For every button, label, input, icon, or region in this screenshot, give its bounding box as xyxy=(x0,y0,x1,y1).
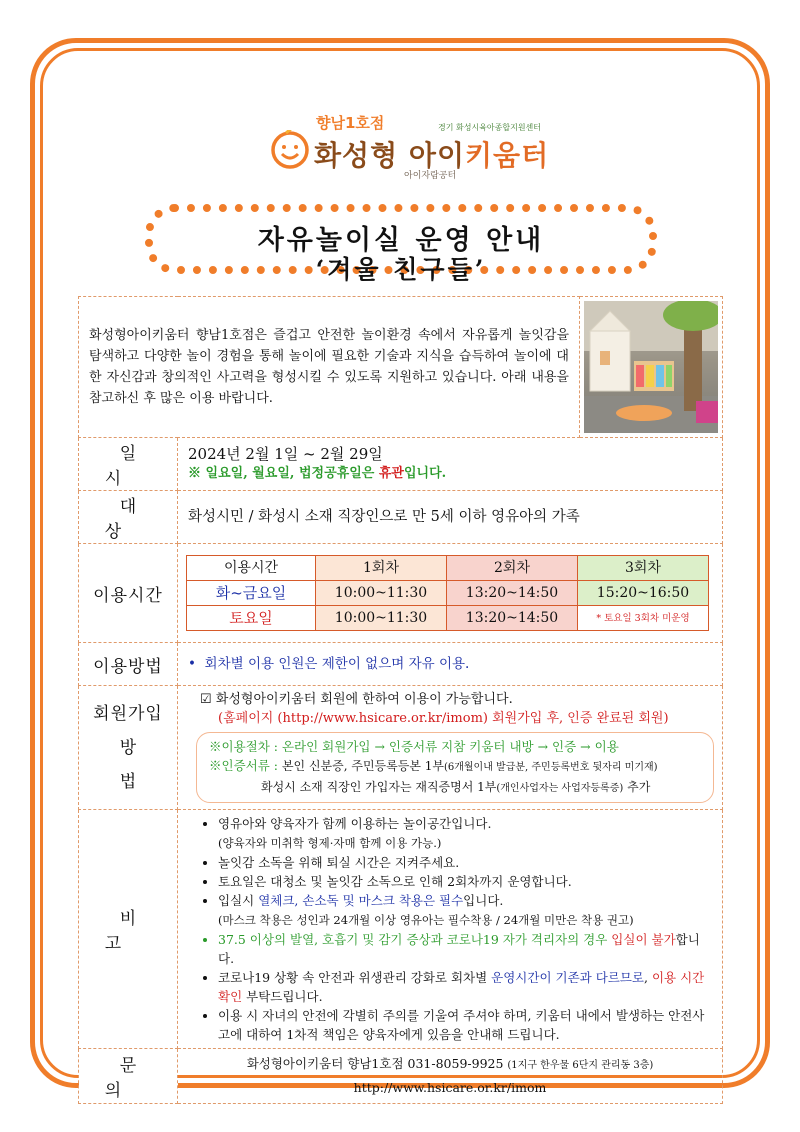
membership-line1: ☑ 화성형아이키움터 회원에 한하여 이용이 가능합니다. xyxy=(200,692,513,707)
date-cell xyxy=(178,438,723,491)
logo-subtitle: 향남1호점 xyxy=(316,114,385,132)
label-date: 일 시 xyxy=(79,438,178,491)
logo-title-b: 키움터 xyxy=(465,139,550,172)
hours-cell xyxy=(178,544,723,643)
contact-url[interactable]: http://www.hsicare.or.kr/imom xyxy=(353,1080,547,1095)
schedule-day: 토요일 xyxy=(187,606,316,631)
schedule-header: 1회차 xyxy=(316,556,447,581)
schedule-header: 3회차 xyxy=(578,556,709,581)
schedule-slot: 13:20~14:50 xyxy=(447,606,578,631)
schedule-row xyxy=(187,606,709,631)
playroom-illustration xyxy=(584,301,718,433)
title-box xyxy=(145,204,657,284)
contact-cell xyxy=(178,1049,723,1104)
logo-tagline: 아이자람공터 xyxy=(404,171,457,181)
date-value: 2024년 2월 1일 ~ 2월 29일 xyxy=(188,445,383,463)
schedule-day: 화~금요일 xyxy=(187,581,316,606)
list-item: • 입실시 열체크, 손소독 및 마스크 착용은 필수입니다. (마스크 착용은 성인과 24개월 이상 영유아는 필수착용 / 24개월 미만은 착용 권고) xyxy=(218,891,712,930)
contact-line1: 화성형아이키움터 향남1호점 031-8059-9925 (1지구 한우물 6단지 관리동 3층) xyxy=(246,1056,654,1071)
list-item: • 영유아와 양육자가 함께 이용하는 놀이공간입니다. (양육자와 미취학 형제·자매 함께 이용 가능.) xyxy=(218,814,712,853)
schedule-table xyxy=(186,555,709,631)
list-item: • 놀잇감 소독을 위해 퇴실 시간은 지켜주세요. xyxy=(218,853,712,872)
schedule-header-row xyxy=(187,556,709,581)
schedule-slot: 15:20~16:50 xyxy=(578,581,709,606)
label-hours: 이용시간 xyxy=(79,544,178,643)
list-item: • 37.5 이상의 발열, 호흡기 및 감기 증상과 코로나19 자가 격리자의 경우 입실이 불가합니다. xyxy=(218,930,712,968)
smiley-face-icon xyxy=(270,130,310,170)
documents-line: ※인증서류 : 본인 신분증, 주민등록등본 1부(6개월이내 발급분, 주민등록번호 뒷자리 미기재) xyxy=(209,758,658,773)
label-method: 이용방법 xyxy=(79,643,178,686)
intro-text: 화성형아이키움터 향남1호점은 즐겁고 안전한 놀이환경 속에서 자유롭게 놀잇감을 탐색하고 다양한 놀이 경험을 통해 놀이에 필요한 기술과 지식을 습득하여 놀이에 대한 자신감과 창의적인 사고력을 형성시킬 수 있도록 지원하고 있습니다. 아래 내용을 참고하신 후 많은 이용 바랍니다. xyxy=(79,297,580,438)
procedure-line: ※이용절차 : 온라인 회원가입 → 인증서류 지참 키움터 내방 → 인증 → 이용 xyxy=(209,739,619,754)
label-membership: 회원가입 방 법 xyxy=(79,686,178,810)
documents-line2: 화성시 소재 직장인 가입자는 재직증명서 1부(개인사업자는 사업자등록증) 추가 xyxy=(261,780,651,794)
method-cell: • 회차별 이용 인원은 제한이 없으며 자유 이용. xyxy=(178,643,723,686)
remarks-cell xyxy=(178,810,723,1049)
membership-line2: (홈페이지 (http://www.hsicare.or.kr/imom) 회원가입 후, 인증 완료된 회원) xyxy=(218,711,669,726)
logo-organization: 경기 화성시육아종합지원센터 xyxy=(438,123,542,132)
logo-title-a: 화성형 아이 xyxy=(314,139,465,172)
remarks-list xyxy=(200,814,712,1044)
schedule-row xyxy=(187,581,709,606)
date-note: ※ 일요일, 월요일, 법정공휴일은 휴관입니다. xyxy=(188,466,447,481)
list-item: • 코로나19 상황 속 안전과 위생관리 강화로 회차별 운영시간이 기존과 다르므로, 이용 시간 확인 부탁드립니다. xyxy=(218,968,712,1006)
page-title: 자유놀이실 운영 안내 xyxy=(257,225,545,256)
label-contact: 문 의 xyxy=(79,1049,178,1104)
schedule-header: 이용시간 xyxy=(187,556,316,581)
page-subtitle: ‘겨울 친구들’ xyxy=(315,255,487,284)
info-table xyxy=(78,296,723,1104)
method-value: 회차별 이용 인원은 제한이 없으며 자유 이용. xyxy=(204,655,470,672)
logo xyxy=(270,112,550,181)
target-value: 화성시민 / 화성시 소재 직장인으로 만 5세 이하 영유아의 가족 xyxy=(178,491,723,544)
playroom-photo xyxy=(584,301,718,433)
procedure-box xyxy=(196,732,714,803)
label-target: 대 상 xyxy=(79,491,178,544)
schedule-slot: 10:00~11:30 xyxy=(316,581,447,606)
schedule-slot: 13:20~14:50 xyxy=(447,581,578,606)
schedule-slot: 10:00~11:30 xyxy=(316,606,447,631)
photo-cell xyxy=(580,297,723,438)
label-remarks: 비 고 xyxy=(79,810,178,1049)
list-item: • 토요일은 대청소 및 놀잇감 소독으로 인해 2회차까지 운영합니다. xyxy=(218,872,712,891)
membership-cell xyxy=(178,686,723,810)
list-item: • 이용 시 자녀의 안전에 각별히 주의를 기울여 주셔야 하며, 키움터 내에서 발생하는 안전사고에 대하여 1차적 책임은 양육자에게 있음을 안내해 드립니다. xyxy=(218,1006,712,1044)
schedule-header: 2회차 xyxy=(447,556,578,581)
schedule-slot: * 토요일 3회차 미운영 xyxy=(578,606,709,631)
